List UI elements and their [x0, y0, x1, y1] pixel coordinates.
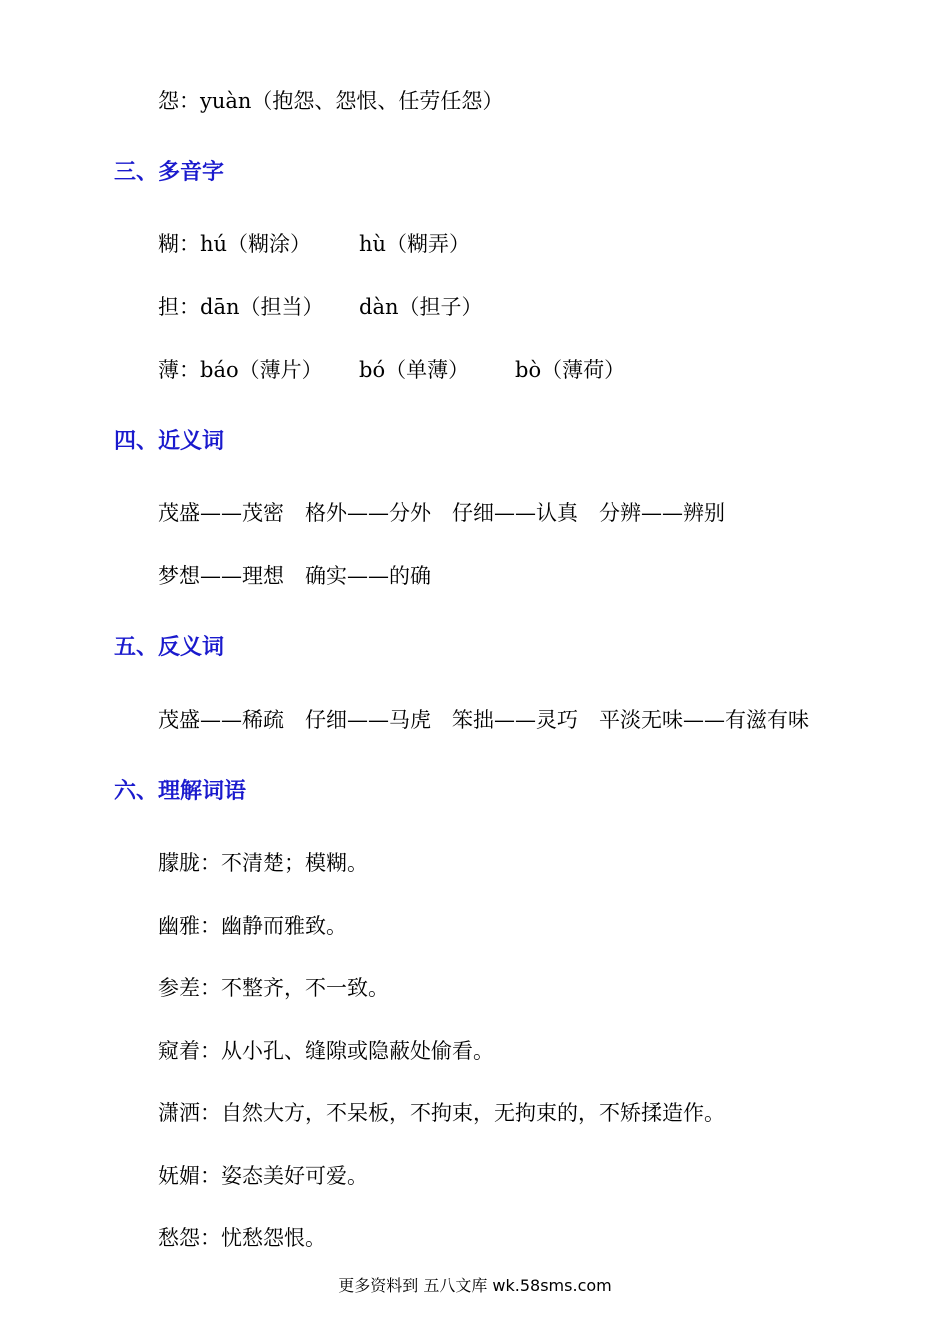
polyphonic-entry: dàn（担子） — [359, 295, 483, 319]
section-heading-polyphonic: 三、多音字 — [114, 160, 225, 185]
word-meaning-item: 参差：不整齐，不一致。 — [158, 976, 389, 1000]
word-meaning-item: 愁怨：忧愁怨恨。 — [158, 1226, 326, 1250]
synonym-line: 梦想——理想 确实——的确 — [158, 564, 431, 588]
continued-entry: 怨：yuàn（抱怨、怨恨、任劳任怨） — [158, 89, 504, 113]
section-heading-antonyms: 五、反义词 — [114, 635, 225, 660]
word-meaning-item: 潇洒：自然大方，不呆板，不拘束，无拘束的，不矫揉造作。 — [158, 1101, 725, 1125]
polyphonic-entry: hù（糊弄） — [359, 232, 471, 256]
polyphonic-entry: 糊：hú（糊涂） — [158, 232, 312, 256]
word-meaning-item: 妩媚：姿态美好可爱。 — [158, 1164, 368, 1188]
word-meaning-item: 朦胧：不清楚；模糊。 — [158, 851, 368, 875]
polyphonic-entry: bó（单薄） — [359, 358, 470, 382]
polyphonic-entry: 担：dān（担当） — [158, 295, 324, 319]
antonym-line: 茂盛——稀疏 仔细——马虎 笨拙——灵巧 平淡无味——有滋有味 — [158, 708, 809, 732]
section-heading-synonyms: 四、近义词 — [114, 429, 225, 454]
page-footer-link[interactable]: 更多资料到 五八文库 wk.58sms.com — [338, 1276, 612, 1295]
polyphonic-entry: 薄：báo（薄片） — [158, 358, 323, 382]
section-heading-word-meanings: 六、理解词语 — [114, 779, 247, 804]
polyphonic-row — [158, 355, 858, 385]
word-meaning-item: 幽雅：幽静而雅致。 — [158, 914, 347, 938]
polyphonic-entry: bò（薄荷） — [515, 358, 626, 382]
synonym-line: 茂盛——茂密 格外——分外 仔细——认真 分辨——辨别 — [158, 501, 725, 525]
polyphonic-row — [158, 292, 858, 322]
polyphonic-row — [158, 229, 858, 259]
word-meaning-item: 窥着：从小孔、缝隙或隐蔽处偷看。 — [158, 1039, 494, 1063]
